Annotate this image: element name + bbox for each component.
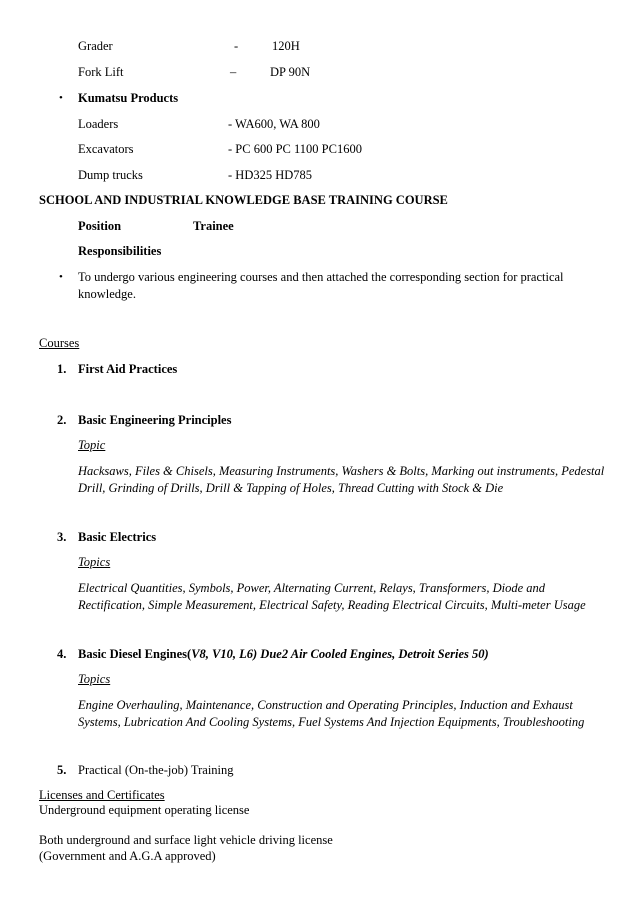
- topic-label: Topics: [78, 555, 111, 569]
- responsibilities-text: To undergo various engineering courses and then attached the corresponding section for practical knowledge.: [78, 270, 564, 301]
- komatsu-item-models: - HD325 HD785: [228, 168, 313, 182]
- equipment-dash: -: [234, 39, 239, 53]
- equipment-model: DP 90N: [270, 65, 311, 79]
- course-number: 4.: [57, 647, 67, 661]
- course-number: 5.: [57, 763, 67, 777]
- course-title: Basic Electrics: [78, 530, 157, 544]
- license-line: Underground equipment operating license: [39, 803, 250, 817]
- position-label: Position: [78, 219, 122, 233]
- position-value: Trainee: [193, 219, 234, 233]
- topic-label: Topics: [78, 672, 111, 686]
- komatsu-item-models: - WA600, WA 800: [228, 117, 320, 131]
- komatsu-item-name: Loaders: [78, 117, 119, 131]
- license-line: Both underground and surface light vehicle driving license: [39, 833, 333, 847]
- responsibilities-label: Responsibilities: [78, 244, 162, 258]
- course-number: 2.: [57, 413, 67, 427]
- equipment-model: 120H: [272, 39, 300, 53]
- course-number: 3.: [57, 530, 67, 544]
- bullet-icon: •: [59, 271, 63, 283]
- course-title-detail: V8, V10, L6) Due2 Air Cooled Engines, Detroit Series 50): [191, 647, 489, 661]
- course-title: SCHOOL AND INDUSTRIAL KNOWLEDGE BASE TRAINING COURSE: [39, 193, 448, 207]
- topic-list: Electrical Quantities, Symbols, Power, Alternating Current, Relays, Transformers, Diode and Rectification, Simple Measurement, Electrical Safety, Reading Electrical Circuits, Multi-meter Usage: [78, 581, 586, 612]
- topic-list: Hacksaws, Files & Chisels, Measuring Instruments, Washers & Bolts, Marking out instruments, Pedestal Drill, Grinding of Drills, Drill & Tapping of Holes, Thread Cutting with Stock & Die: [78, 464, 605, 495]
- course-title: [78, 647, 489, 662]
- licenses-heading: Licenses and Certificates: [39, 788, 165, 802]
- topic-label: Topic: [78, 438, 106, 452]
- course-title: First Aid Practices: [78, 362, 178, 376]
- course-title-main: Basic Diesel Engines(: [78, 647, 192, 661]
- course-title: Practical (On-the-job) Training: [78, 763, 234, 777]
- komatsu-item-name: Dump trucks: [78, 168, 143, 182]
- komatsu-heading: Kumatsu Products: [78, 91, 179, 105]
- courses-heading: Courses: [39, 336, 80, 350]
- equipment-name: Fork Lift: [78, 65, 124, 79]
- komatsu-item-models: - PC 600 PC 1100 PC1600: [228, 142, 362, 156]
- course-number: 1.: [57, 362, 67, 376]
- topic-list: Engine Overhauling, Maintenance, Construction and Operating Principles, Induction and Exhaust Systems, Lubrication And Cooling Systems, Fuel Systems And Injection Equipments, Troubleshooting: [78, 698, 585, 729]
- license-line: (Government and A.G.A approved): [39, 849, 216, 863]
- equipment-dash: –: [230, 65, 237, 79]
- komatsu-item-name: Excavators: [78, 142, 134, 156]
- equipment-name: Grader: [78, 39, 113, 53]
- bullet-icon: •: [59, 92, 63, 104]
- course-title: Basic Engineering Principles: [78, 413, 232, 427]
